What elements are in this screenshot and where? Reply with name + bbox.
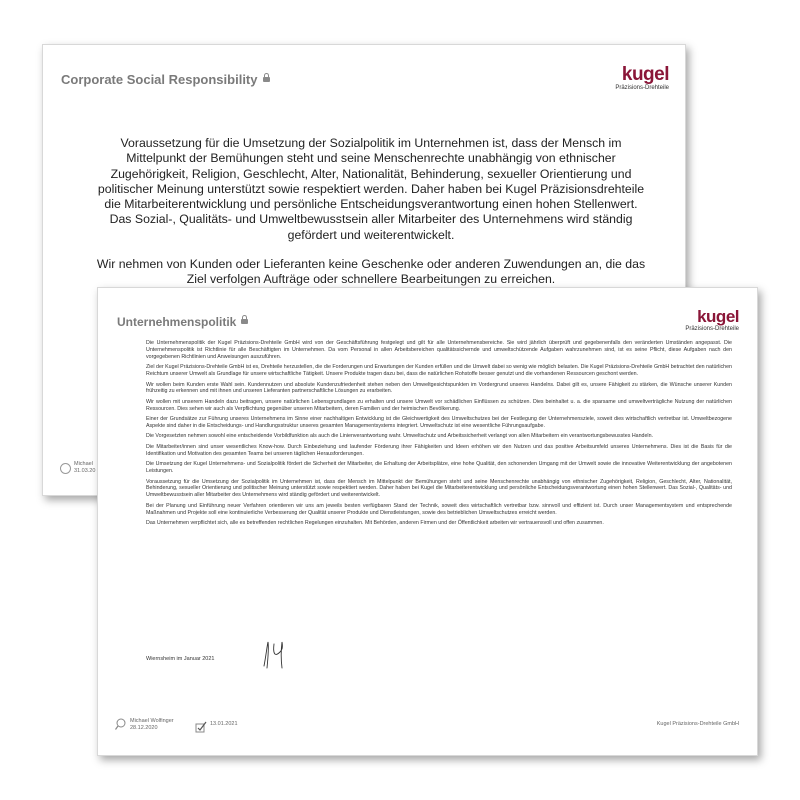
policy-paragraph: Voraussetzung für die Umsetzung der Sozialpolitik im Unternehmen ist, dass der Mensch im Mittelpunkt der Bemühungen steht und seine Menschenrechte unabhängig von ethnischer Zugehörigkeit, Religion, Geschlecht, Alter, Nationalität, Behinderung, sexueller Orientierung und politischer Meinung unterstützt sowie respektiert werden. Daher haben bei Kugel die Mitarbeiterentwicklung und persönliche Entscheidungsverantwortung einen hohen Stellenwert. Das Sozial-, Qualitäts- und Umweltbewusstsein aller Mitarbeiter des Unternehmens wird ständig gefördert und weiterentwickelt.	[146, 478, 732, 499]
policy-paragraph: Die Unternehmenspolitik der Kugel Präzisions-Drehteile GmbH wird von der Geschäftsführung festgelegt und gilt für alle Unternehmensbereiche. Sie wird jährlich überprüft und gegebenenfalls den veränderten Umständen angepasst. Die Unternehmenspolitik ist Richtlinie für alle Beschäftigten im Unternehmen. Da vom Personal in allen Arbeitsbereichen qualitätssichernde und umweltschützende Aufgaben wahrzunehmen sind, ist es seine Pflicht, diese Aufgaben nach den vorgegebenen Richtlinien und Anweisungen auszuführen.	[146, 340, 732, 360]
kugel-logo	[615, 65, 669, 91]
place-and-date: Wiernsheim im Januar 2021	[146, 656, 215, 662]
handwritten-signature	[258, 638, 298, 670]
policy-document-page	[97, 287, 758, 756]
csr-title-text: Corporate Social Responsibility	[61, 72, 258, 87]
footer-author-name: Michael Wolfinger	[130, 718, 174, 724]
footer-company: Kugel Präzisions-Drehteile GmbH	[656, 721, 739, 727]
footer-date: 31.03.20	[74, 468, 96, 474]
policy-paragraph: Die Mitarbeiter/innen sind unser wesentliches Know-how. Durch Einbeziehung und laufender Förderung ihrer Fähigkeiten und Ideen erhöhen wir den Nutzen und das positive Arbeitsumfeld unseres Unternehmens. Dies ist die Basis für die Identifikation und Motivation des gesamten Teams bei unseren täglichen Herausforderungen.	[146, 443, 732, 457]
user-icon	[60, 463, 71, 474]
kugel-logo	[685, 308, 739, 332]
policy-document-body	[146, 340, 732, 530]
footer-author-date: 28.12.2020	[130, 725, 158, 731]
policy-paragraph: Bei der Planung und Einführung neuer Verfahren orientieren wir uns am jeweils besten verfügbaren Stand der Technik, soweit dies wirtschaftlich vertretbar bzw. sinnvoll und effizient ist. Durch unser Managementsystem und entsprechende Maßnahmen und Projekte soll eine kontinuierliche Verbesserung der Qualität unserer Produkte und Dienstleistungen, sowie des betrieblichen Umweltschutzes erreicht werden.	[146, 502, 732, 516]
footer-approval-date: 13.01.2021	[210, 721, 238, 727]
csr-footer	[60, 461, 95, 475]
logo-brand: kugel	[697, 307, 739, 326]
lock-icon	[263, 77, 270, 82]
footer-approval	[195, 721, 238, 728]
policy-paragraph: Einer der Grundsätze zur Führung unseres Unternehmens im Sinne einer nachhaltigen Entwicklung ist die Gleichwertigkeit des Umweltschutzes bei der Festlegung der Unternehmensziele, soweit dies wirtschaftlich vertretbar ist. Umweltbezogene Aspekte sind daher in die Entscheidungs- und Handlungsstruktur unseres gesamten Managementsystems integriert. Umweltschutz ist eine wesentliche Führungsaufgabe.	[146, 416, 732, 430]
logo-tagline: Präzisions-Drehteile	[615, 85, 669, 91]
logo-brand: kugel	[621, 64, 669, 85]
policy-paragraph: Wir wollen beim Kunden erste Wahl sein. Kundennutzen und absolute Kundenzufriedenheit stehen neben den Umweltgesichtspunkten im Vordergrund unseres Handelns. Dabei gilt es, unsere Fähigkeit zu stärken, die Wünsche unserer Kunden frühzeitig zu erkennen und mit ihnen und unseren Lieferanten partnerschaftliche Lösungen zu erarbeiten.	[146, 381, 732, 395]
policy-paragraph: Ziel der Kugel Präzisions-Drehteile GmbH ist es, Drehteile herzustellen, die die Forderungen und Erwartungen der Kunden erfüllen und die Umwelt dabei so wenig wie möglich belasten. Die Kugel Präzisions-Drehteile GmbH betrachtet den natürlichen Reichtum unserer Umwelt als Grundlage für unsere wirtschaftliche Tätigkeit. Unsere Produkte tragen dazu bei, dass die natürlichen Rohstoffe besser genutzt und die vorhandenen Ressourcen geschont werden.	[146, 364, 732, 378]
csr-document-title	[61, 72, 270, 87]
policy-paragraph: Das Unternehmen verpflichtet sich, alle es betreffenden rechtlichen Regelungen einzuhalten. Mit Behörden, anderen Firmen und der Öffentlichkeit arbeiten wir vertrauensvoll und offen zusammen.	[146, 520, 604, 527]
policy-title-text: Unternehmenspolitik	[117, 315, 237, 329]
footer-user: Michael	[74, 461, 93, 467]
policy-paragraph: Die Umsetzung der Kugel Unternehmens- und Sozialpolitik fördert die Sicherheit der Mitarbeiter, die Erhaltung der Arbeitsplätze, eine hohe Qualität, den schonenden Umgang mit der Umwelt sowie die innovative Weiterentwicklung der angebotenen Leistungen.	[146, 461, 732, 475]
csr-paragraph: Wir nehmen von Kunden oder Lieferanten keine Geschenke oder anderen Zuwendungen an, die das Ziel verfolgen Aufträge oder schnellere Bearbeitungen zu erreichen.	[96, 257, 646, 287]
csr-paragraph: Voraussetzung für die Umsetzung der Sozialpolitik im Unternehmen ist, dass der Mensch im Mittelpunkt der Bemühungen steht und seine Menschenrechte unabhängig von ethnischer Zugehörigkeit, Religion, Geschlecht, Alter, Nationalität, Behinderung, sexueller Orientierung und politischer Meinung unterstützt sowie respektiert werden. Daher haben bei Kugel Präzisionsdrehteile die Mitarbeiterentwicklung und persönliche Entscheidungsverantwortung einen hohen Stellenwert. Das Sozial-, Qualitäts- und Umweltbewusstsein aller Mitarbeiter des Unternehmens wird ständig gefördert und weiterentwickelt.	[97, 136, 645, 242]
policy-document-title	[117, 315, 248, 329]
csr-document-body	[93, 136, 649, 302]
approval-pen-icon	[195, 721, 207, 733]
user-search-icon	[115, 718, 127, 730]
footer-author	[115, 718, 174, 732]
logo-tagline: Präzisions-Drehteile	[685, 326, 739, 332]
policy-paragraph: Wir wollen mit unserem Handeln dazu beitragen, unsere natürlichen Lebensgrundlagen zu erhalten und unsere Umwelt vor schädlichen Einflüssen zu schützen. Dies beinhaltet u. a. die sparsame und umweltverträgliche Nutzung der natürlichen Ressourcen. Dies sehen wir auch als Verpflichtung gegenüber unseren Mitarbeitern, deren Familien und der heimischen Bevölkerung.	[146, 398, 732, 412]
lock-icon	[241, 319, 248, 324]
policy-paragraph: Die Vorgesetzten nehmen sowohl eine entscheidende Vorbildfunktion als auch die Linienverantwortung wahr. Umweltschutz und Arbeitssicherheit verlangt von allen Mitarbeitern ein verantwortungsbewusstes Handeln.	[146, 433, 654, 440]
